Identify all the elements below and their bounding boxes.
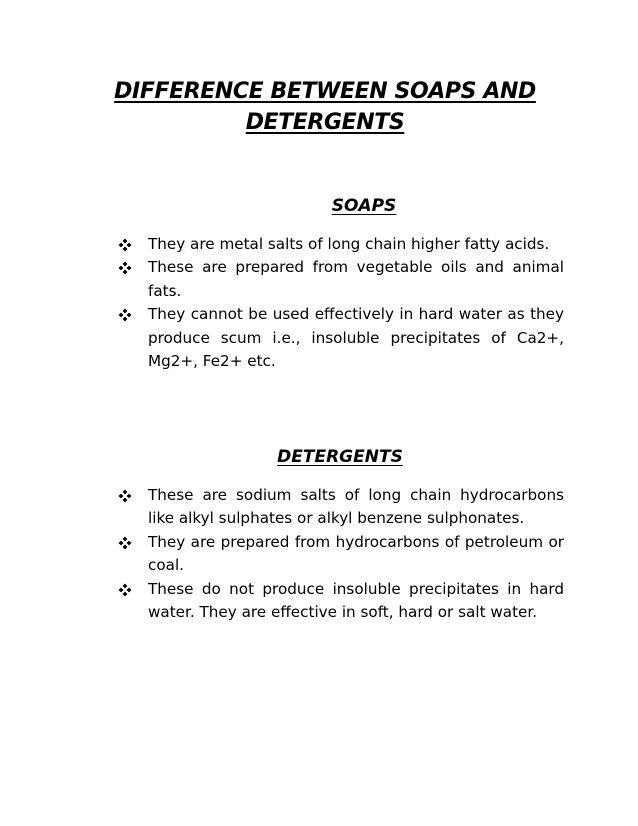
detergents-point-text: These are sodium salts of long chain hydrocarbons like alkyl sulphates or alkyl benzene sulphonates. xyxy=(148,486,564,528)
detergents-point-text: These do not produce insoluble precipitates in hard water. They are effective in soft, hard or salt water. xyxy=(148,579,564,622)
soaps-point xyxy=(118,303,564,373)
soaps-list xyxy=(118,233,564,373)
document-title xyxy=(90,76,560,138)
four-diamond-bullet-icon xyxy=(118,536,132,550)
detergents-point xyxy=(118,531,564,578)
soaps-point-text: They cannot be used effectively in hard water as they produce scum i.e., insoluble precipitates of Ca2+, Mg2+, Fe2+ etc. xyxy=(148,305,564,371)
detergents-point xyxy=(118,578,564,625)
detergents-list xyxy=(118,484,564,624)
detergents-point xyxy=(118,484,564,531)
soaps-heading: SOAPS xyxy=(331,196,397,216)
soaps-point-text: These are prepared from vegetable oils and animal fats. xyxy=(148,258,564,300)
soaps-point xyxy=(118,233,564,256)
soaps-point-text: They are metal salts of long chain higher fatty acids. xyxy=(148,235,550,253)
four-diamond-bullet-icon xyxy=(118,489,132,503)
four-diamond-bullet-icon xyxy=(118,308,132,322)
soaps-point xyxy=(118,256,564,303)
title-line-2: DETERGENTS xyxy=(245,110,405,135)
detergents-point-text: They are prepared from hydrocarbons of petroleum or coal. xyxy=(148,532,564,575)
detergents-heading: DETERGENTS xyxy=(277,447,403,467)
four-diamond-bullet-icon xyxy=(118,238,132,252)
four-diamond-bullet-icon xyxy=(118,583,132,597)
title-line-1: DIFFERENCE BETWEEN SOAPS AND xyxy=(114,79,536,104)
four-diamond-bullet-icon xyxy=(118,261,132,275)
